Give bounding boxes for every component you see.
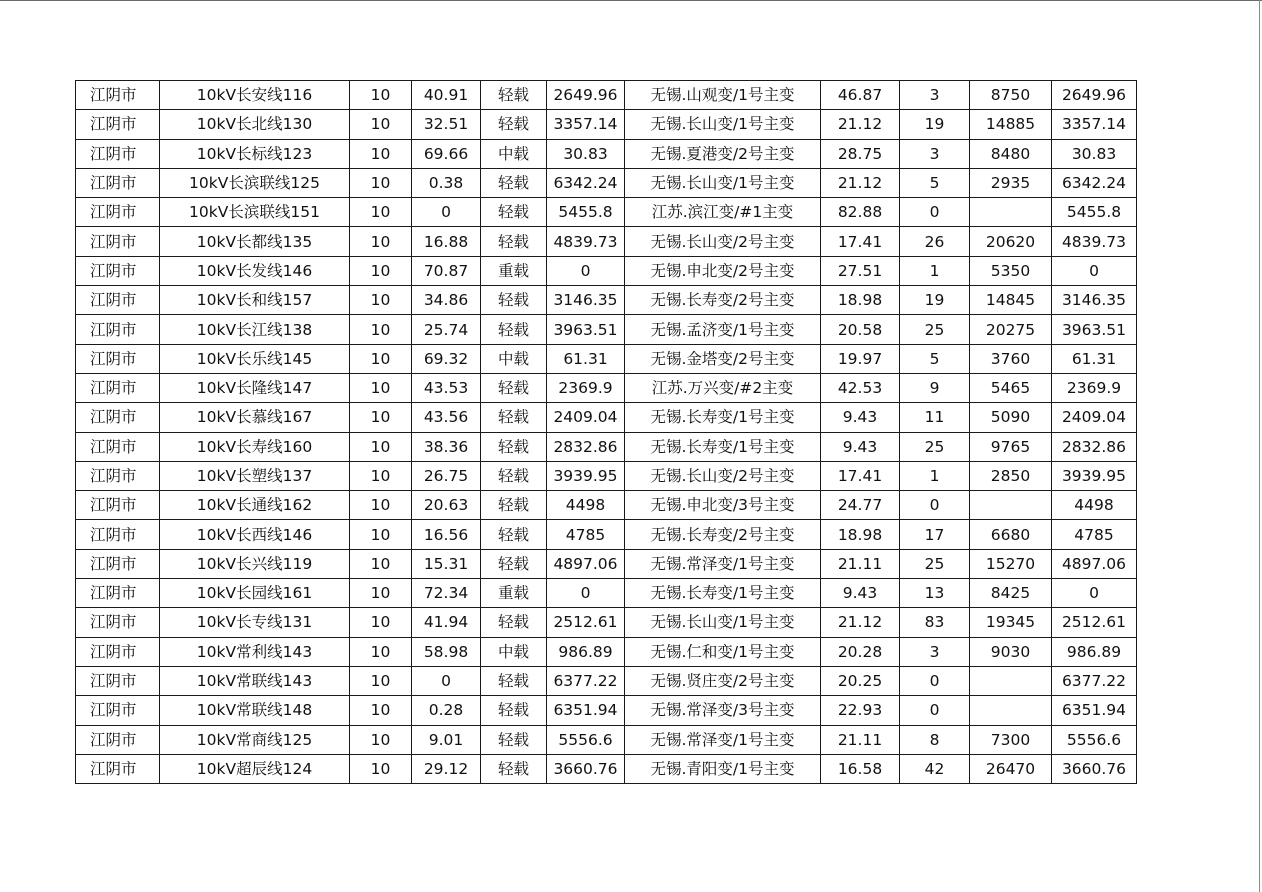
remaining-capacity-cell: 4498 [1052,491,1137,520]
line-name-cell: 10kV长西线146 [160,520,350,549]
available-capacity-cell: 4498 [547,491,625,520]
load-rate-cell: 43.56 [412,403,481,432]
voltage-cell: 10 [350,110,412,139]
remaining-capacity-cell: 3660.76 [1052,754,1137,783]
available-capacity-cell: 3963.51 [547,315,625,344]
table-row [76,227,1137,256]
transformer-load-rate-cell: 17.41 [821,227,900,256]
available-capacity-cell: 6377.22 [547,666,625,695]
user-capacity-cell [970,666,1052,695]
user-capacity-cell: 8750 [970,81,1052,110]
user-capacity-cell: 20620 [970,227,1052,256]
transformer-cell: 无锡.贤庄变/2号主变 [625,666,821,695]
remaining-capacity-cell: 4785 [1052,520,1137,549]
line-name-cell: 10kV长江线138 [160,315,350,344]
line-name-cell: 10kV常联线148 [160,696,350,725]
load-rate-cell: 29.12 [412,754,481,783]
voltage-cell: 10 [350,432,412,461]
transformer-load-rate-cell: 46.87 [821,81,900,110]
transformer-load-rate-cell: 16.58 [821,754,900,783]
load-status-cell: 中载 [481,637,547,666]
table-row [76,373,1137,402]
user-capacity-cell: 8425 [970,579,1052,608]
remaining-capacity-cell: 4839.73 [1052,227,1137,256]
city-cell: 江阴市 [76,637,160,666]
user-capacity-cell: 9030 [970,637,1052,666]
table-row [76,315,1137,344]
table-row [76,344,1137,373]
load-rate-cell: 26.75 [412,461,481,490]
city-cell: 江阴市 [76,403,160,432]
remaining-capacity-cell: 0 [1052,579,1137,608]
remaining-capacity-cell: 2369.9 [1052,373,1137,402]
line-name-cell: 10kV长滨联线151 [160,198,350,227]
table-row [76,491,1137,520]
load-rate-cell: 70.87 [412,256,481,285]
load-status-cell: 轻载 [481,168,547,197]
page-right-border [1259,0,1260,892]
load-rate-cell: 43.53 [412,373,481,402]
transformer-load-rate-cell: 21.11 [821,725,900,754]
city-cell: 江阴市 [76,139,160,168]
table-row [76,168,1137,197]
line-name-cell: 10kV长专线131 [160,608,350,637]
transformer-cell: 无锡.长寿变/2号主变 [625,286,821,315]
table-row [76,81,1137,110]
table-row [76,461,1137,490]
user-capacity-cell: 20275 [970,315,1052,344]
transformer-cell: 无锡.长寿变/1号主变 [625,579,821,608]
user-capacity-cell: 3760 [970,344,1052,373]
load-status-cell: 重载 [481,256,547,285]
load-rate-cell: 34.86 [412,286,481,315]
table-row [76,403,1137,432]
load-rate-cell: 69.66 [412,139,481,168]
remaining-capacity-cell: 6377.22 [1052,666,1137,695]
line-name-cell: 10kV长和线157 [160,286,350,315]
remaining-capacity-cell: 4897.06 [1052,549,1137,578]
transformer-cell: 无锡.申北变/2号主变 [625,256,821,285]
city-cell: 江阴市 [76,315,160,344]
city-cell: 江阴市 [76,344,160,373]
available-capacity-cell: 4785 [547,520,625,549]
user-count-cell: 25 [900,432,970,461]
load-rate-cell: 16.88 [412,227,481,256]
user-count-cell: 0 [900,491,970,520]
line-name-cell: 10kV超辰线124 [160,754,350,783]
transformer-load-rate-cell: 21.12 [821,110,900,139]
load-rate-cell: 20.63 [412,491,481,520]
voltage-cell: 10 [350,256,412,285]
available-capacity-cell: 4897.06 [547,549,625,578]
city-cell: 江阴市 [76,608,160,637]
transformer-cell: 无锡.孟济变/1号主变 [625,315,821,344]
transformer-load-rate-cell: 19.97 [821,344,900,373]
remaining-capacity-cell: 3357.14 [1052,110,1137,139]
table-row [76,286,1137,315]
voltage-cell: 10 [350,579,412,608]
available-capacity-cell: 5556.6 [547,725,625,754]
user-count-cell: 5 [900,168,970,197]
line-name-cell: 10kV长北线130 [160,110,350,139]
transformer-cell: 无锡.常泽变/1号主变 [625,725,821,754]
load-status-cell: 轻载 [481,725,547,754]
user-capacity-cell: 7300 [970,725,1052,754]
transformer-load-rate-cell: 21.12 [821,168,900,197]
transformer-load-rate-cell: 20.28 [821,637,900,666]
available-capacity-cell: 5455.8 [547,198,625,227]
city-cell: 江阴市 [76,666,160,695]
transformer-load-rate-cell: 24.77 [821,491,900,520]
user-count-cell: 13 [900,579,970,608]
voltage-cell: 10 [350,315,412,344]
transformer-load-rate-cell: 18.98 [821,520,900,549]
user-capacity-cell [970,696,1052,725]
transformer-cell: 江苏.滨江变/#1主变 [625,198,821,227]
user-count-cell: 0 [900,696,970,725]
table-row [76,198,1137,227]
voltage-cell: 10 [350,461,412,490]
table-row [76,608,1137,637]
remaining-capacity-cell: 5556.6 [1052,725,1137,754]
remaining-capacity-cell: 2832.86 [1052,432,1137,461]
load-status-cell: 轻载 [481,520,547,549]
transformer-cell: 无锡.长山变/1号主变 [625,168,821,197]
load-rate-cell: 0 [412,198,481,227]
voltage-cell: 10 [350,696,412,725]
user-capacity-cell: 5465 [970,373,1052,402]
load-status-cell: 轻载 [481,608,547,637]
user-capacity-cell [970,491,1052,520]
load-rate-cell: 16.56 [412,520,481,549]
transformer-cell: 无锡.长山变/1号主变 [625,110,821,139]
user-capacity-cell: 5350 [970,256,1052,285]
voltage-cell: 10 [350,491,412,520]
table-row [76,754,1137,783]
load-status-cell: 轻载 [481,491,547,520]
transformer-load-rate-cell: 21.12 [821,608,900,637]
city-cell: 江阴市 [76,81,160,110]
remaining-capacity-cell: 30.83 [1052,139,1137,168]
transformer-cell: 无锡.金塔变/2号主变 [625,344,821,373]
user-count-cell: 19 [900,110,970,139]
user-capacity-cell: 15270 [970,549,1052,578]
transformer-cell: 无锡.常泽变/3号主变 [625,696,821,725]
remaining-capacity-cell: 6342.24 [1052,168,1137,197]
user-count-cell: 0 [900,198,970,227]
transformer-load-rate-cell: 28.75 [821,139,900,168]
transformer-load-rate-cell: 42.53 [821,373,900,402]
voltage-cell: 10 [350,637,412,666]
line-name-cell: 10kV长兴线119 [160,549,350,578]
load-status-cell: 轻载 [481,81,547,110]
user-count-cell: 25 [900,549,970,578]
city-cell: 江阴市 [76,725,160,754]
remaining-capacity-cell: 5455.8 [1052,198,1137,227]
user-count-cell: 11 [900,403,970,432]
load-rate-cell: 0.38 [412,168,481,197]
table-row [76,637,1137,666]
load-status-cell: 轻载 [481,666,547,695]
voltage-cell: 10 [350,198,412,227]
line-name-cell: 10kV长寿线160 [160,432,350,461]
voltage-cell: 10 [350,81,412,110]
load-status-cell: 轻载 [481,696,547,725]
available-capacity-cell: 2369.9 [547,373,625,402]
page-top-border [0,0,1262,1]
table-row [76,110,1137,139]
transformer-cell: 无锡.长寿变/1号主变 [625,432,821,461]
remaining-capacity-cell: 61.31 [1052,344,1137,373]
table-body [76,81,1137,784]
voltage-cell: 10 [350,666,412,695]
line-name-cell: 10kV长发线146 [160,256,350,285]
table-row [76,432,1137,461]
load-rate-cell: 58.98 [412,637,481,666]
transformer-load-rate-cell: 20.25 [821,666,900,695]
user-count-cell: 3 [900,139,970,168]
city-cell: 江阴市 [76,696,160,725]
city-cell: 江阴市 [76,491,160,520]
available-capacity-cell: 0 [547,256,625,285]
line-name-cell: 10kV常商线125 [160,725,350,754]
load-rate-cell: 25.74 [412,315,481,344]
load-status-cell: 轻载 [481,403,547,432]
available-capacity-cell: 0 [547,579,625,608]
line-name-cell: 10kV长都线135 [160,227,350,256]
user-count-cell: 3 [900,637,970,666]
load-rate-cell: 0 [412,666,481,695]
user-count-cell: 9 [900,373,970,402]
load-rate-cell: 32.51 [412,110,481,139]
voltage-cell: 10 [350,227,412,256]
table-row [76,549,1137,578]
load-status-cell: 轻载 [481,432,547,461]
load-status-cell: 中载 [481,344,547,373]
load-status-cell: 轻载 [481,461,547,490]
load-status-cell: 轻载 [481,198,547,227]
transformer-load-rate-cell: 20.58 [821,315,900,344]
table-row [76,256,1137,285]
city-cell: 江阴市 [76,549,160,578]
transformer-load-rate-cell: 82.88 [821,198,900,227]
table-row [76,520,1137,549]
city-cell: 江阴市 [76,579,160,608]
available-capacity-cell: 2649.96 [547,81,625,110]
line-name-cell: 10kV长隆线147 [160,373,350,402]
city-cell: 江阴市 [76,110,160,139]
available-capacity-cell: 6351.94 [547,696,625,725]
transformer-cell: 无锡.长山变/2号主变 [625,461,821,490]
remaining-capacity-cell: 6351.94 [1052,696,1137,725]
load-status-cell: 中载 [481,139,547,168]
load-status-cell: 轻载 [481,227,547,256]
load-rate-cell: 0.28 [412,696,481,725]
available-capacity-cell: 986.89 [547,637,625,666]
user-capacity-cell: 14885 [970,110,1052,139]
load-rate-cell: 41.94 [412,608,481,637]
transformer-load-rate-cell: 17.41 [821,461,900,490]
line-name-cell: 10kV长塑线137 [160,461,350,490]
feeder-load-table [75,80,1137,784]
table-row [76,725,1137,754]
user-count-cell: 1 [900,461,970,490]
load-status-cell: 重载 [481,579,547,608]
load-status-cell: 轻载 [481,754,547,783]
user-count-cell: 83 [900,608,970,637]
load-rate-cell: 69.32 [412,344,481,373]
user-capacity-cell: 5090 [970,403,1052,432]
remaining-capacity-cell: 2512.61 [1052,608,1137,637]
city-cell: 江阴市 [76,198,160,227]
remaining-capacity-cell: 2649.96 [1052,81,1137,110]
user-capacity-cell: 26470 [970,754,1052,783]
transformer-load-rate-cell: 9.43 [821,579,900,608]
load-rate-cell: 38.36 [412,432,481,461]
city-cell: 江阴市 [76,286,160,315]
transformer-cell: 无锡.长山变/1号主变 [625,608,821,637]
transformer-cell: 无锡.长山变/2号主变 [625,227,821,256]
available-capacity-cell: 2409.04 [547,403,625,432]
available-capacity-cell: 4839.73 [547,227,625,256]
user-capacity-cell: 14845 [970,286,1052,315]
remaining-capacity-cell: 3963.51 [1052,315,1137,344]
load-rate-cell: 15.31 [412,549,481,578]
transformer-load-rate-cell: 9.43 [821,432,900,461]
city-cell: 江阴市 [76,432,160,461]
user-count-cell: 17 [900,520,970,549]
line-name-cell: 10kV长乐线145 [160,344,350,373]
user-count-cell: 5 [900,344,970,373]
load-status-cell: 轻载 [481,373,547,402]
city-cell: 江阴市 [76,754,160,783]
load-status-cell: 轻载 [481,549,547,578]
remaining-capacity-cell: 2409.04 [1052,403,1137,432]
transformer-cell: 无锡.常泽变/1号主变 [625,549,821,578]
available-capacity-cell: 3660.76 [547,754,625,783]
city-cell: 江阴市 [76,373,160,402]
line-name-cell: 10kV长标线123 [160,139,350,168]
voltage-cell: 10 [350,139,412,168]
user-capacity-cell [970,198,1052,227]
user-count-cell: 26 [900,227,970,256]
line-name-cell: 10kV常利线143 [160,637,350,666]
line-name-cell: 10kV长慕线167 [160,403,350,432]
available-capacity-cell: 61.31 [547,344,625,373]
voltage-cell: 10 [350,168,412,197]
line-name-cell: 10kV长滨联线125 [160,168,350,197]
city-cell: 江阴市 [76,168,160,197]
city-cell: 江阴市 [76,461,160,490]
user-count-cell: 3 [900,81,970,110]
transformer-cell: 无锡.长寿变/2号主变 [625,520,821,549]
remaining-capacity-cell: 3146.35 [1052,286,1137,315]
table-row [76,579,1137,608]
line-name-cell: 10kV长通线162 [160,491,350,520]
table-row [76,139,1137,168]
transformer-load-rate-cell: 18.98 [821,286,900,315]
city-cell: 江阴市 [76,256,160,285]
transformer-cell: 无锡.青阳变/1号主变 [625,754,821,783]
voltage-cell: 10 [350,725,412,754]
voltage-cell: 10 [350,286,412,315]
available-capacity-cell: 3357.14 [547,110,625,139]
load-rate-cell: 9.01 [412,725,481,754]
available-capacity-cell: 30.83 [547,139,625,168]
available-capacity-cell: 3146.35 [547,286,625,315]
transformer-load-rate-cell: 21.11 [821,549,900,578]
load-rate-cell: 72.34 [412,579,481,608]
transformer-cell: 无锡.仁和变/1号主变 [625,637,821,666]
user-capacity-cell: 6680 [970,520,1052,549]
transformer-cell: 无锡.申北变/3号主变 [625,491,821,520]
line-name-cell: 10kV长安线116 [160,81,350,110]
voltage-cell: 10 [350,608,412,637]
remaining-capacity-cell: 3939.95 [1052,461,1137,490]
voltage-cell: 10 [350,520,412,549]
city-cell: 江阴市 [76,227,160,256]
user-capacity-cell: 8480 [970,139,1052,168]
user-count-cell: 1 [900,256,970,285]
user-count-cell: 0 [900,666,970,695]
available-capacity-cell: 2512.61 [547,608,625,637]
voltage-cell: 10 [350,403,412,432]
transformer-cell: 无锡.长寿变/1号主变 [625,403,821,432]
user-count-cell: 25 [900,315,970,344]
voltage-cell: 10 [350,373,412,402]
remaining-capacity-cell: 986.89 [1052,637,1137,666]
user-count-cell: 42 [900,754,970,783]
city-cell: 江阴市 [76,520,160,549]
available-capacity-cell: 2832.86 [547,432,625,461]
transformer-cell: 无锡.夏港变/2号主变 [625,139,821,168]
transformer-load-rate-cell: 27.51 [821,256,900,285]
voltage-cell: 10 [350,549,412,578]
user-capacity-cell: 9765 [970,432,1052,461]
user-capacity-cell: 2850 [970,461,1052,490]
voltage-cell: 10 [350,754,412,783]
load-status-cell: 轻载 [481,110,547,139]
transformer-load-rate-cell: 9.43 [821,403,900,432]
load-status-cell: 轻载 [481,286,547,315]
user-count-cell: 19 [900,286,970,315]
line-name-cell: 10kV长园线161 [160,579,350,608]
user-capacity-cell: 2935 [970,168,1052,197]
transformer-load-rate-cell: 22.93 [821,696,900,725]
user-count-cell: 8 [900,725,970,754]
available-capacity-cell: 6342.24 [547,168,625,197]
load-status-cell: 轻载 [481,315,547,344]
transformer-cell: 江苏.万兴变/#2主变 [625,373,821,402]
available-capacity-cell: 3939.95 [547,461,625,490]
voltage-cell: 10 [350,344,412,373]
user-capacity-cell: 19345 [970,608,1052,637]
remaining-capacity-cell: 0 [1052,256,1137,285]
line-name-cell: 10kV常联线143 [160,666,350,695]
table-row [76,666,1137,695]
load-rate-cell: 40.91 [412,81,481,110]
table-row [76,696,1137,725]
transformer-cell: 无锡.山观变/1号主变 [625,81,821,110]
